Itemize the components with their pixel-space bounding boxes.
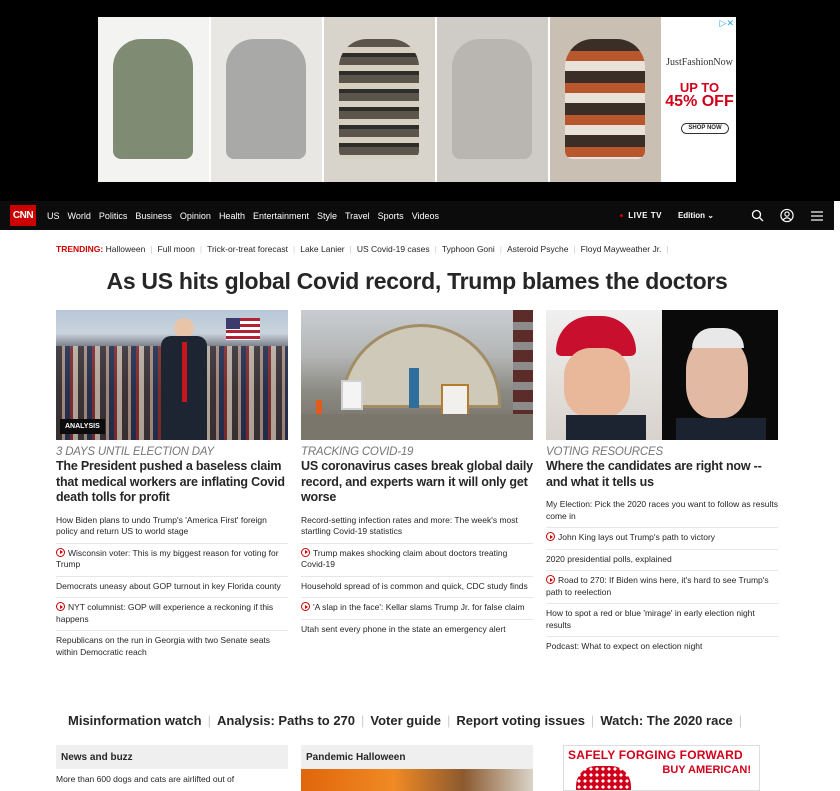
story-link-text: How to spot a red or blue 'mirage' in early election night results xyxy=(546,608,755,630)
cnn-logo[interactable]: CNN xyxy=(10,205,36,226)
story-link[interactable] xyxy=(56,597,288,630)
divider: | xyxy=(207,713,212,728)
divider: | xyxy=(349,244,352,254)
play-video-icon xyxy=(56,548,65,557)
divider: | xyxy=(150,244,153,254)
trending-item[interactable]: Halloween xyxy=(105,244,146,254)
nav-item-style[interactable]: Style xyxy=(316,210,337,221)
nav-links xyxy=(47,201,447,230)
search-icon[interactable] xyxy=(750,209,764,223)
covid-testing-site-photo[interactable] xyxy=(301,310,533,440)
ad-product-sweater[interactable] xyxy=(211,17,322,182)
trending-label: TRENDING: xyxy=(56,244,104,254)
hamburger-menu-icon[interactable] xyxy=(810,209,824,223)
nav-item-opinion[interactable]: Opinion xyxy=(179,210,211,221)
nav-item-us[interactable]: US xyxy=(47,210,60,221)
story-headline[interactable]: The President pushed a baseless claim that medical workers are inflating Covid death tolls for profit xyxy=(56,459,285,504)
nav-item-world[interactable]: World xyxy=(67,210,91,221)
account-icon[interactable] xyxy=(780,209,794,223)
trending-item[interactable]: US Covid-19 cases xyxy=(356,244,430,254)
story-link-text: John King lays out Trump's path to victory xyxy=(558,532,716,542)
analysis-badge: ANALYSIS xyxy=(60,419,105,434)
story-link-text: Road to 270: If Biden wins here, it's hard to see Trump's path to reelection xyxy=(546,575,769,597)
divider: | xyxy=(199,244,203,254)
buy-american-ad[interactable] xyxy=(563,745,760,791)
election-link[interactable]: Voter guide xyxy=(370,713,441,728)
story-headline[interactable]: US coronavirus cases break global daily record, and experts warn it will only get worse xyxy=(301,459,533,504)
pandemic-halloween-header[interactable]: Pandemic Halloween xyxy=(301,745,533,769)
divider: | xyxy=(434,244,437,254)
story-link[interactable] xyxy=(301,511,533,543)
story-link-text: Wisconsin voter: This is my biggest reason for voting for Trump xyxy=(56,547,279,569)
ad-line2: BUY AMERICAN! xyxy=(662,764,751,776)
main-headline[interactable]: As US hits global Covid record, Trump blames the doctors xyxy=(106,268,728,294)
story-link[interactable] xyxy=(56,630,288,663)
candidates-photo[interactable] xyxy=(546,310,778,440)
divider: | xyxy=(446,713,451,728)
shop-now-button[interactable]: SHOP NOW xyxy=(681,123,729,134)
edition-menu[interactable]: Edition ⌄ xyxy=(677,211,714,220)
nav-item-sports[interactable]: Sports xyxy=(377,210,404,221)
story-kicker[interactable]: TRACKING COVID-19 xyxy=(301,446,414,458)
story-links xyxy=(56,511,288,664)
story-link-text: NYT columnist: GOP will experience a reckoning if this happens xyxy=(56,602,274,624)
story-link-text: Record-setting infection rates and more: The week's most startling Covid-19 statistics xyxy=(301,514,518,536)
trending-item[interactable]: Lake Lanier xyxy=(300,244,345,254)
trending-item[interactable]: Floyd Mayweather Jr. xyxy=(580,244,662,254)
story-link-text: Democrats uneasy about GOP turnout in key Florida county xyxy=(56,580,281,591)
live-tv-link[interactable]: LIVE TV xyxy=(620,211,662,220)
trending-item[interactable]: Full moon xyxy=(157,244,195,254)
election-link[interactable]: Analysis: Paths to 270 xyxy=(217,713,356,728)
story-link[interactable] xyxy=(301,597,533,619)
pumpkin-photo[interactable] xyxy=(301,769,533,791)
trending-bar xyxy=(56,244,674,254)
divider: | xyxy=(590,713,595,728)
ad-choices-icon[interactable]: ▷✕ xyxy=(719,18,734,28)
ad-product-hoodie[interactable] xyxy=(324,17,435,182)
story-links xyxy=(301,511,533,641)
top-ad-banner xyxy=(0,0,840,201)
story-column-politics xyxy=(56,310,288,663)
story-link[interactable] xyxy=(546,527,778,549)
story-link-text: Podcast: What to expect on election night xyxy=(546,641,703,651)
story-link-text: 'A slap in the face': Kellar slams Trump Jr. for false claim xyxy=(313,602,525,612)
story-link[interactable] xyxy=(56,511,288,543)
divider: | xyxy=(573,244,576,254)
nav-right xyxy=(620,201,824,230)
ad-brand: JustFashionNow xyxy=(666,57,733,68)
story-kicker[interactable]: 3 DAYS UNTIL ELECTION DAY xyxy=(56,446,214,458)
story-link[interactable] xyxy=(546,549,778,571)
nav-item-health[interactable]: Health xyxy=(218,210,245,221)
story-link[interactable] xyxy=(546,570,778,603)
story-link-text: My Election: Pick the 2020 races you want to follow as results come in xyxy=(546,499,778,521)
news-and-buzz-header[interactable]: News and buzz xyxy=(56,745,288,769)
election-link[interactable]: Report voting issues xyxy=(456,713,585,728)
story-kicker[interactable]: VOTING RESOURCES xyxy=(546,446,663,458)
trending-item[interactable]: Trick-or-treat forecast xyxy=(207,244,288,254)
election-link[interactable]: Misinformation watch xyxy=(68,713,202,728)
nav-item-videos[interactable]: Videos xyxy=(411,210,440,221)
nav-item-politics[interactable]: Politics xyxy=(98,210,128,221)
story-link-text: Republicans on the run in Georgia with two Senate seats within Democratic reach xyxy=(56,635,271,657)
story-link-text: 2020 presidential polls, explained xyxy=(546,553,672,564)
story-link[interactable] xyxy=(546,636,778,658)
play-video-icon xyxy=(546,575,555,584)
ad-product-cowl[interactable] xyxy=(437,17,548,182)
story-link[interactable] xyxy=(301,543,533,576)
main-nav xyxy=(0,201,834,230)
divider: | xyxy=(738,713,743,728)
divider: | xyxy=(293,244,296,254)
play-video-icon xyxy=(546,532,555,541)
story-link[interactable] xyxy=(301,619,533,641)
story-link[interactable] xyxy=(56,576,288,598)
story-link[interactable] xyxy=(546,603,778,636)
trending-item[interactable]: Asteroid Psyche xyxy=(507,244,569,254)
story-link[interactable] xyxy=(546,495,778,527)
nav-item-entertainment[interactable]: Entertainment xyxy=(252,210,309,221)
story-headline[interactable]: Where the candidates are right now -- and what it tells us xyxy=(546,459,762,489)
divider: | xyxy=(666,244,669,254)
election-link[interactable]: Watch: The 2020 race xyxy=(600,713,733,728)
nav-item-travel[interactable]: Travel xyxy=(345,210,370,221)
trending-item[interactable]: Typhoon Goni xyxy=(441,244,495,254)
election-links-bar xyxy=(68,713,748,728)
ad-product-striped[interactable] xyxy=(550,17,661,182)
story-link-text: Utah sent every phone in the state an emergency alert xyxy=(301,623,506,634)
divider: | xyxy=(499,244,502,254)
ad-text-panel[interactable] xyxy=(663,17,736,182)
story-link-text: How Biden plans to undo Trump's 'America First' foreign policy and return US to world stage xyxy=(56,514,267,536)
divider: | xyxy=(361,713,365,728)
ad-figure-image xyxy=(576,766,631,791)
ad-offer: UP TO 45% OFF xyxy=(665,80,734,110)
fashion-ad[interactable] xyxy=(98,17,736,182)
ad-product-coat[interactable] xyxy=(98,17,209,182)
play-video-icon xyxy=(301,548,310,557)
story-link-text: Trump makes shocking claim about doctors treating Covid-19 xyxy=(301,547,508,569)
nav-item-business[interactable]: Business xyxy=(135,210,172,221)
news-and-buzz-item[interactable]: More than 600 dogs and cats are airlifted out of xyxy=(56,774,235,784)
story-link[interactable] xyxy=(301,576,533,598)
trump-rally-photo[interactable] xyxy=(56,310,288,440)
story-column-covid xyxy=(301,310,533,640)
ad-line1: SAFELY FORGING FORWARD xyxy=(568,748,743,762)
play-video-icon xyxy=(56,602,65,611)
play-video-icon xyxy=(301,602,310,611)
story-links xyxy=(546,495,778,658)
chevron-down-icon: ⌄ xyxy=(707,211,714,220)
story-link-text: Household spread of is common and quick, CDC study finds xyxy=(301,580,528,591)
story-column-voting xyxy=(546,310,778,658)
story-link[interactable] xyxy=(56,543,288,576)
